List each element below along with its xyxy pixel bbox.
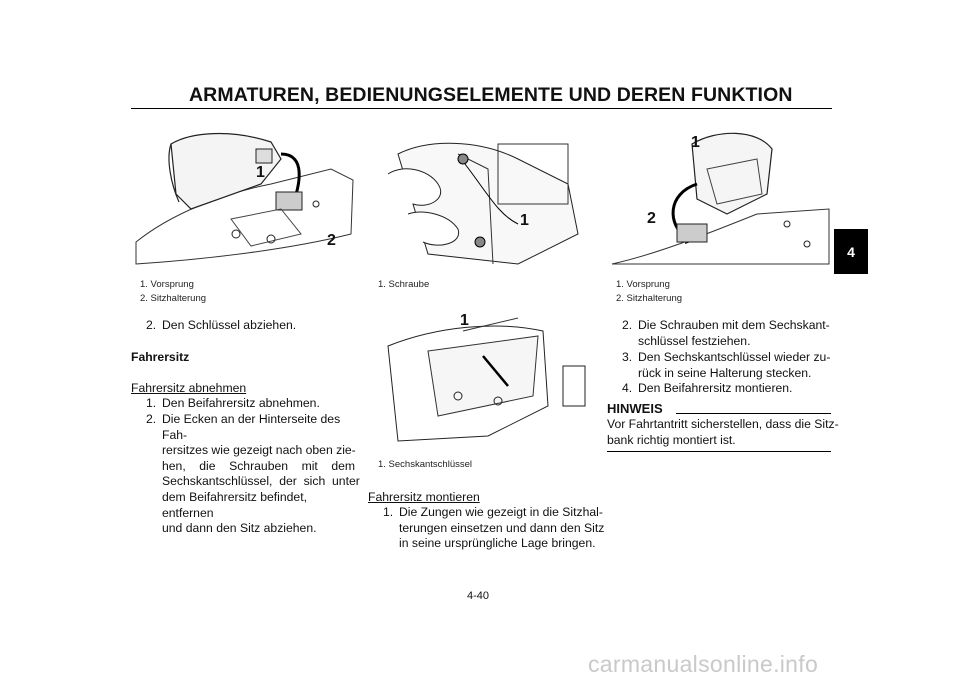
section-heading: Fahrersitz — [131, 350, 190, 364]
step-number: 2. — [146, 318, 157, 332]
step-text: Die Ecken an der Hinterseite des Fah- rersitzes wie gezeigt nach oben zie- hen, die Schrauben mit dem Sechskantschlüssel, der sich unter dem Beifahrersitz befindet, entfernen und dann den Sitz abziehen. — [162, 412, 360, 536]
figure-caption: 1. Schraube — [378, 279, 430, 290]
note-title: HINWEIS — [607, 401, 663, 416]
figure-caption: 1. Vorsprung 2. Sitzhalterung — [140, 279, 207, 304]
step-text: Die Schrauben mit dem Sechskant- schlüssel festziehen. — [638, 318, 830, 348]
step-number: 2. — [622, 318, 633, 332]
figure-label: 1 — [691, 134, 700, 151]
figure-caption: 1. Vorsprung 2. Sitzhalterung — [616, 279, 683, 304]
step-text: Die Zungen wie gezeigt in die Sitzhal- terungen einsetzen und dann den Sitz in seine ursprüngliche Lage bringen. — [399, 505, 605, 551]
figure-bolt — [368, 114, 595, 274]
chapter-tab: 4 — [834, 229, 868, 274]
figure-caption: 1. Sechskantschlüssel — [378, 459, 472, 470]
page-title: ARMATUREN, BEDIENUNGSELEMENTE UND DEREN FUNKTION — [189, 84, 793, 106]
page-number: 4-40 — [467, 590, 490, 602]
figure-hex-key — [368, 306, 595, 451]
seat-illustration — [368, 114, 595, 274]
figure-label: 1 — [460, 312, 469, 329]
note-bottom-rule — [607, 451, 831, 452]
seat-illustration — [131, 114, 358, 274]
step-number: 1. — [383, 505, 394, 519]
step-text: Den Beifahrersitz montieren. — [638, 381, 793, 395]
figure-seat-removal — [131, 114, 358, 274]
watermark: carmanualsonline.info — [588, 651, 819, 677]
step-number: 1. — [146, 396, 157, 410]
step-number: 2. — [146, 412, 157, 426]
step-text: Den Sechskantschlüssel wieder zu- rück in seine Halterung stecken. — [638, 350, 831, 380]
header-rule — [131, 108, 832, 109]
subheading: Fahrersitz abnehmen — [131, 381, 247, 395]
note-text: Vor Fahrtantritt sicherstellen, dass die Sitz- bank richtig montiert ist. — [607, 417, 839, 447]
seat-illustration — [607, 114, 834, 274]
figure-label: 1 — [256, 164, 265, 181]
step-number: 4. — [622, 381, 633, 395]
figure-label: 1 — [520, 212, 529, 229]
step-number: 3. — [622, 350, 633, 364]
subheading: Fahrersitz montieren — [368, 490, 480, 504]
step-text: Den Beifahrersitz abnehmen. — [162, 396, 320, 410]
note-rule — [676, 413, 831, 414]
seat-illustration — [368, 306, 595, 451]
figure-seat-install — [607, 114, 834, 274]
figure-label: 2 — [647, 210, 656, 227]
step-text: Den Schlüssel abziehen. — [162, 318, 297, 332]
figure-label: 2 — [327, 232, 336, 249]
